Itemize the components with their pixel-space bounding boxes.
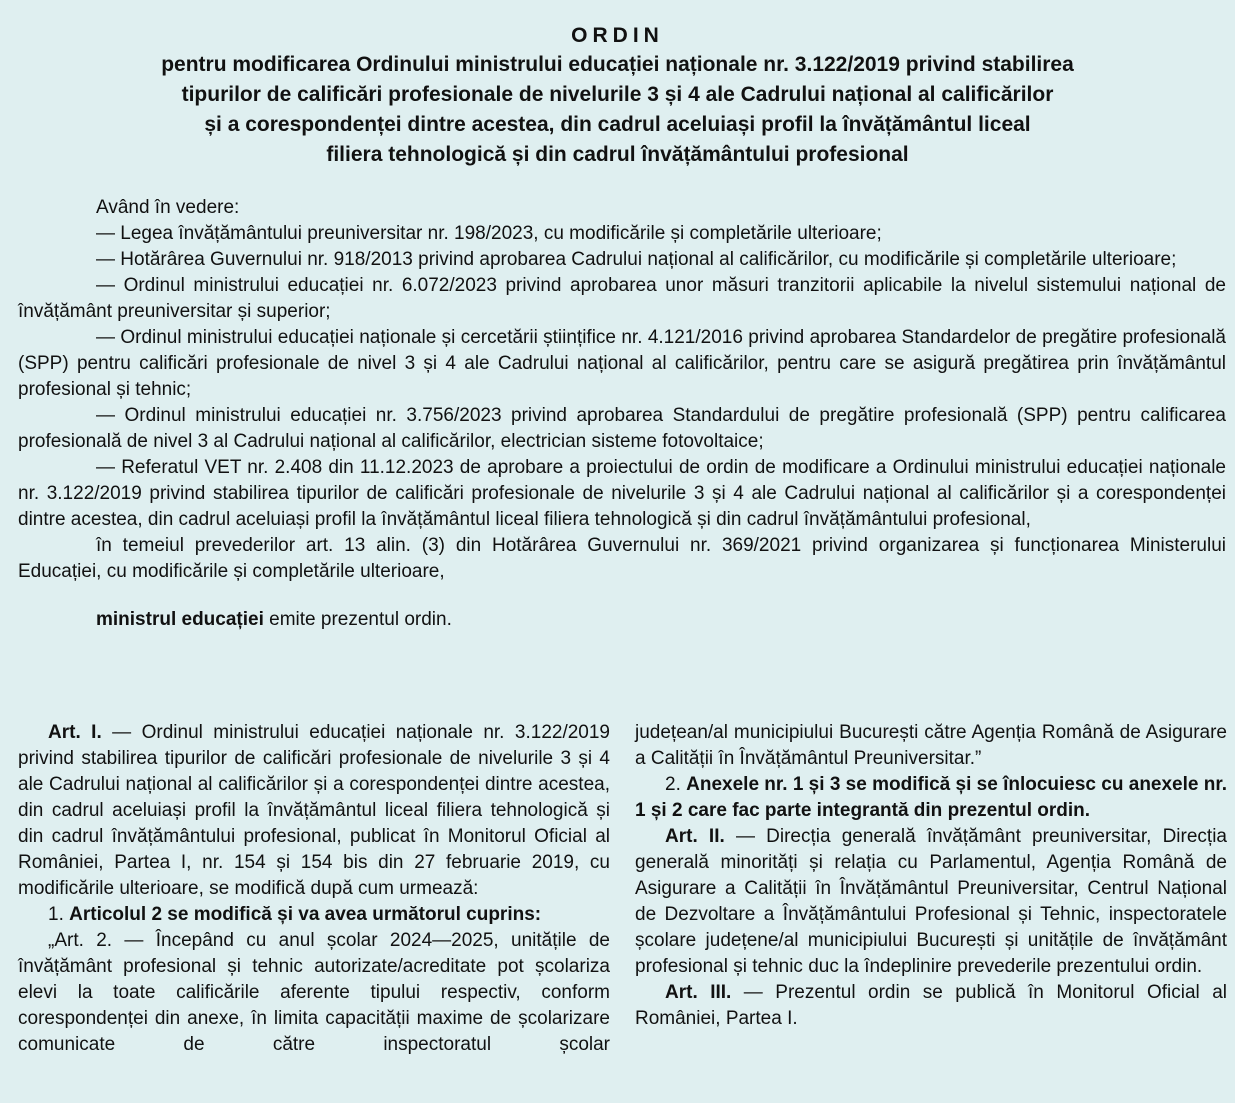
document-title — [38, 50, 1198, 170]
issuing-statement — [18, 607, 1226, 633]
item-heading: Articolul 2 se modifică și va avea următorul cuprins: — [69, 904, 542, 925]
item-number: 1. — [48, 904, 70, 925]
preamble-item: — Legea învățământului preuniversitar nr. 198/2023, cu modificările și completările ulterioare; — [96, 223, 882, 244]
right-column — [635, 720, 1227, 1032]
article-text: — Prezentul ordin se publică în Monitorul Oficial al României, Partea I. — [635, 982, 1227, 1029]
issuing-text: emite prezentul ordin. — [263, 609, 452, 630]
item-heading: Anexele nr. 1 și 3 se modifică și se înlocuiesc cu anexele nr. 1 și 2 care fac parte integrantă din prezentul ordin. — [635, 774, 1227, 821]
preamble-legal-basis: în temeiul prevederilor art. 13 alin. (3) din Hotărârea Guvernului nr. 369/2021 privind organizarea și funcționarea Ministerului Educației, cu modificările și completările ulterioare, — [18, 535, 1226, 582]
document-type-heading: ORDIN — [571, 24, 664, 47]
preamble-item: — Ordinul ministrului educației naționale și cercetării științifice nr. 4.121/2016 privind aprobarea Standardelor de pregătire profesională (SPP) pentru calificări profesionale de nivel 3 și 4 ale Cadrului național al calificărilor, pentru care se asigură pregătirea prin învățământul profesional și tehnic; — [18, 327, 1226, 400]
article-3 — [635, 980, 1227, 1032]
document-header — [0, 0, 1235, 170]
title-line: pentru modificarea Ordinului ministrului educației naționale nr. 3.122/2019 privind stabilirea — [161, 53, 1074, 76]
preamble-intro: Având în vedere: — [96, 197, 240, 218]
item-number: 2. — [665, 774, 687, 795]
article-label: Art. III. — [665, 982, 732, 1003]
amendment-item-2 — [635, 772, 1227, 824]
title-line: tipurilor de calificări profesionale de nivelurile 3 și 4 ale Cadrului național al calificărilor — [181, 83, 1054, 106]
issuer: ministrul educației — [96, 609, 264, 630]
title-line: filiera tehnologică și din cadrul învățământului profesional — [326, 143, 909, 166]
left-column — [18, 720, 610, 1058]
quoted-article-2-continued: județean/al municipiului București către Agenția Română de Asigurare a Calității în Învățământul Preuniversitar.” — [635, 722, 1227, 769]
article-text: — Ordinul ministrului educației naționale nr. 3.122/2019 privind stabilirea tipurilor de calificări profesionale de nivelurile 3 și 4 ale Cadrului național al calificărilor și a corespondenței dintre acestea, din cadrul aceluiași profil la învățământul liceal filiera tehnologică și din cadrul învățământului profesional, publicat în Monitorul Oficial al României, Partea I, nr. 154 și 154 bis din 27 februarie 2019, cu modificările ulterioare, se modifică după cum urmează: — [18, 722, 610, 899]
article-1 — [18, 720, 610, 902]
article-2 — [635, 824, 1227, 980]
preamble-item: — Ordinul ministrului educației nr. 6.072/2023 privind aprobarea unor măsuri tranzitorii aplicabile la nivelul sistemului național de învățământ preuniversitar și superior; — [18, 275, 1226, 322]
article-text: — Direcția generală învățământ preuniversitar, Direcția generală minorități și relația cu Parlamentul, Agenția Română de Asigurare a Calității în Învățământul Preuniversitar, Centrul Național de Dezvoltare a Învățământului Profesional și Tehnic, inspectoratele școlare județene/al municipiului București și unitățile de învățământ profesional și tehnic duc la îndeplinire prevederile prezentului ordin. — [635, 826, 1227, 977]
article-label: Art. II. — [665, 826, 725, 847]
preamble-item: — Ordinul ministrului educației nr. 3.756/2023 privind aprobarea Standardului de pregătire profesională (SPP) pentru calificarea profesională de nivel 3 al Cadrului național al calificărilor, electrician sisteme fotovoltaice; — [18, 405, 1226, 452]
quoted-article-2: „Art. 2. — Începând cu anul școlar 2024—2025, unitățile de învățământ profesional și tehnic autorizate/acreditate pot școlariza elevi la toate calificările aferente tipului respectiv, conform corespondenței din anexe, în limita capacității maxime de școlarizare comunicate de către inspectoratul școlar — [18, 930, 610, 1055]
article-label: Art. I. — [48, 722, 102, 743]
title-line: și a corespondenței dintre acestea, din cadrul aceluiași profil la învățământul liceal — [204, 113, 1031, 136]
amendment-item-1 — [18, 902, 610, 928]
preamble-item: — Referatul VET nr. 2.408 din 11.12.2023 de aprobare a proiectului de ordin de modificare a Ordinului ministrului educației naționale nr. 3.122/2019 privind stabilirea tipurilor de calificări profesionale de nivelurile 3 și 4 ale Cadrului național al calificărilor și a corespondenței dintre acestea, din cadrul aceluiași profil la învățământul liceal filiera tehnologică și din cadrul învățământului profesional, — [18, 457, 1226, 530]
preamble-item: — Hotărârea Guvernului nr. 918/2013 privind aprobarea Cadrului național al calificărilor, cu modificările și completările ulterioare; — [96, 249, 1177, 270]
preamble — [18, 195, 1226, 633]
